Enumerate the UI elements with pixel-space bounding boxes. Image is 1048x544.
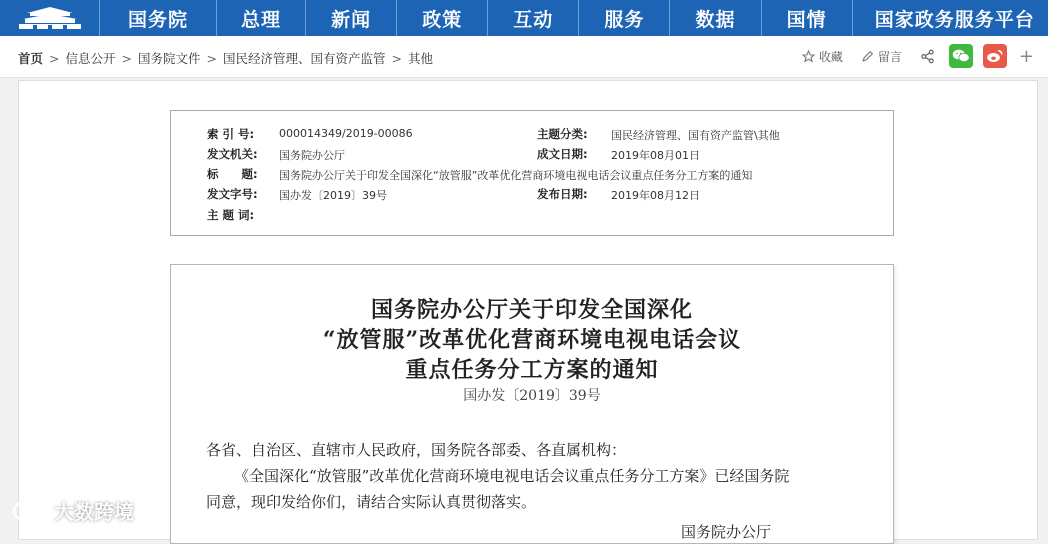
index-value: 000014349/2019-00086 — [279, 127, 413, 140]
breadcrumb-separator: > — [206, 50, 217, 66]
category-value: 国民经济管理、国有资产监管\其他 — [611, 129, 780, 142]
watermark-logo-icon — [12, 499, 48, 523]
document-title-line-1: 国务院办公厅关于印发全国深化 — [370, 297, 693, 323]
breadcrumb-state-council-docs[interactable]: 国务院文件 — [138, 51, 201, 66]
favorite-label: 收藏 — [818, 49, 843, 64]
site-logo[interactable] — [0, 0, 99, 36]
share-icon — [920, 49, 935, 64]
page-tools — [784, 44, 1034, 68]
breadcrumb-other[interactable]: 其他 — [408, 51, 434, 66]
wechat-icon — [952, 48, 970, 64]
favorite-button[interactable] — [802, 48, 843, 65]
nav-item-guoqing[interactable]: 国情 — [761, 0, 852, 36]
nav-item-zhengce[interactable]: 政策 — [396, 0, 487, 36]
watermark-text: 大数跨境 — [54, 500, 134, 524]
nav-item-service-platform[interactable]: 国家政务服务平台 — [852, 0, 1048, 36]
doc-number-label: 发文字号: — [207, 187, 258, 201]
issuer-label: 发文机关: — [207, 147, 258, 161]
created-date-label: 成文日期: — [537, 147, 588, 161]
nav-item-xinwen[interactable]: 新闻 — [305, 0, 396, 36]
tiananmen-logo-icon — [15, 5, 85, 31]
document-body — [170, 264, 894, 544]
category-label: 主题分类: — [537, 127, 588, 141]
breadcrumb — [18, 49, 433, 67]
nav-item-hudong[interactable]: 互动 — [487, 0, 578, 36]
nav-item-shuju[interactable]: 数据 — [669, 0, 760, 36]
breadcrumb-bar — [0, 36, 1048, 78]
document-addressee: 各省、自治区、直辖市人民政府，国务院各部委、各直属机构： — [206, 441, 627, 459]
published-date-label: 发布日期: — [537, 187, 588, 201]
issuer-value: 国务院办公厅 — [279, 149, 345, 162]
document-title-line-3: 重点任务分工方案的通知 — [405, 357, 659, 383]
published-date-value: 2019年08月12日 — [611, 189, 700, 202]
breadcrumb-economy[interactable]: 国民经济管理、国有资产监管 — [223, 51, 386, 66]
watermark — [12, 496, 134, 525]
nav-item-zongli[interactable]: 总理 — [216, 0, 305, 36]
weibo-icon — [986, 48, 1004, 64]
comment-button[interactable] — [861, 48, 902, 65]
document-metadata-table — [170, 110, 894, 236]
created-date-value: 2019年08月01日 — [611, 149, 700, 162]
document-body-line-2: 同意，现印发给你们，请结合实际认真贯彻落实。 — [206, 493, 537, 511]
index-label: 索 引 号: — [207, 127, 255, 141]
doc-number-value: 国办发〔2019〕39号 — [279, 189, 387, 202]
more-share-button[interactable]: + — [1018, 45, 1034, 67]
breadcrumb-separator: > — [49, 50, 60, 66]
breadcrumb-separator: > — [391, 50, 402, 66]
breadcrumb-info-public[interactable]: 信息公开 — [65, 51, 116, 66]
wechat-share-button[interactable] — [949, 44, 973, 68]
breadcrumb-home[interactable]: 首页 — [18, 51, 44, 66]
top-nav — [0, 0, 1048, 36]
pencil-icon — [861, 50, 874, 63]
document-signature: 国务院办公厅 — [681, 523, 772, 541]
keywords-label: 主 题 词: — [207, 208, 255, 222]
share-button[interactable] — [920, 49, 939, 64]
nav-item-guowuyuan[interactable]: 国务院 — [99, 0, 216, 36]
breadcrumb-separator: > — [121, 50, 132, 66]
document-title-line-2: “放管服”改革优化营商环境电视电话会议 — [322, 327, 742, 353]
nav-item-fuwu[interactable]: 服务 — [578, 0, 669, 36]
title-value: 国务院办公厅关于印发全国深化“放管服”改革优化营商环境电视电话会议重点任务分工方案的通知 — [279, 169, 753, 182]
document-number: 国办发〔2019〕39号 — [463, 388, 601, 404]
star-icon — [802, 50, 815, 63]
title-label: 标 题: — [207, 167, 258, 181]
document-body-line-1: 《全国深化“放管服”改革优化营商环境电视电话会议重点任务分工方案》已经国务院 — [234, 467, 790, 485]
comment-label: 留言 — [877, 49, 902, 64]
weibo-share-button[interactable] — [983, 44, 1007, 68]
